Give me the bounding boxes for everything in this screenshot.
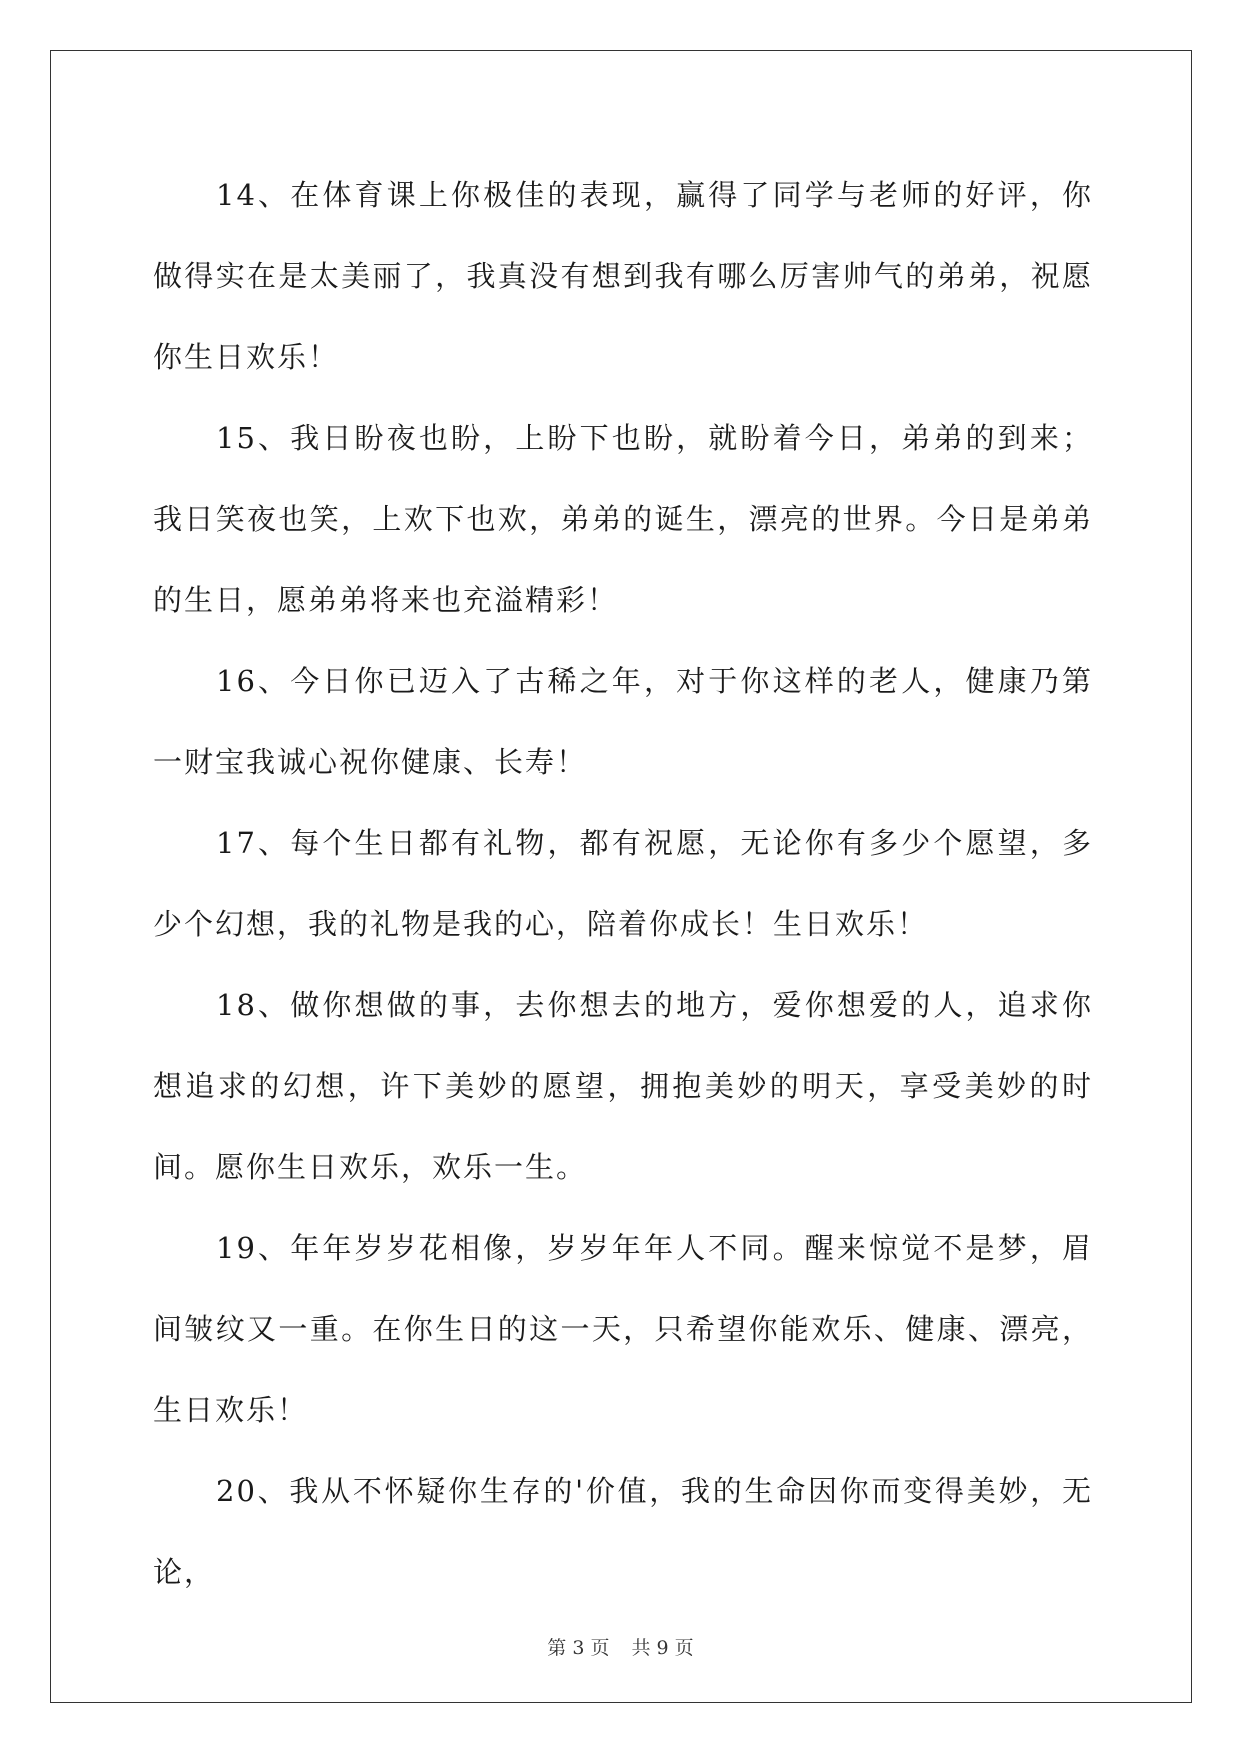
page-footer <box>0 1633 1241 1660</box>
paragraph-17: 17、每个生日都有礼物，都有祝愿，无论你有多少个愿望，多少个幻想，我的礼物是我的心，陪着你成长！生日欢乐！ <box>153 826 1093 941</box>
paragraph-20: 20、我从不怀疑你生存的'价值，我的生命因你而变得美妙，无论， <box>153 1474 1093 1589</box>
paragraph-19: 19、年年岁岁花相像，岁岁年年人不同。醒来惊觉不是梦，眉间皱纹又一重。在你生日的这一天，只希望你能欢乐、健康、漂亮，生日欢乐！ <box>153 1231 1093 1427</box>
page-total: 共 9 页 <box>631 1637 694 1659</box>
paragraph-14: 14、在体育课上你极佳的表现，赢得了同学与老师的好评，你做得实在是太美丽了，我真没有想到我有哪么厉害帅气的弟弟，祝愿你生日欢乐！ <box>153 178 1093 374</box>
paragraph-15: 15、我日盼夜也盼，上盼下也盼，就盼着今日，弟弟的到来；我日笑夜也笑，上欢下也欢，弟弟的诞生，漂亮的世界。今日是弟弟的生日，愿弟弟将来也充溢精彩！ <box>153 421 1093 617</box>
page-number: 第 3 页 <box>547 1637 610 1659</box>
paragraph-18: 18、做你想做的事，去你想去的地方，爱你想爱的人，追求你想追求的幻想，许下美妙的愿望，拥抱美妙的明天，享受美妙的时间。愿你生日欢乐，欢乐一生。 <box>153 988 1093 1184</box>
document-body <box>153 155 1093 1613</box>
paragraph-16: 16、今日你已迈入了古稀之年，对于你这样的老人，健康乃第一财宝我诚心祝你健康、长寿！ <box>153 664 1093 779</box>
